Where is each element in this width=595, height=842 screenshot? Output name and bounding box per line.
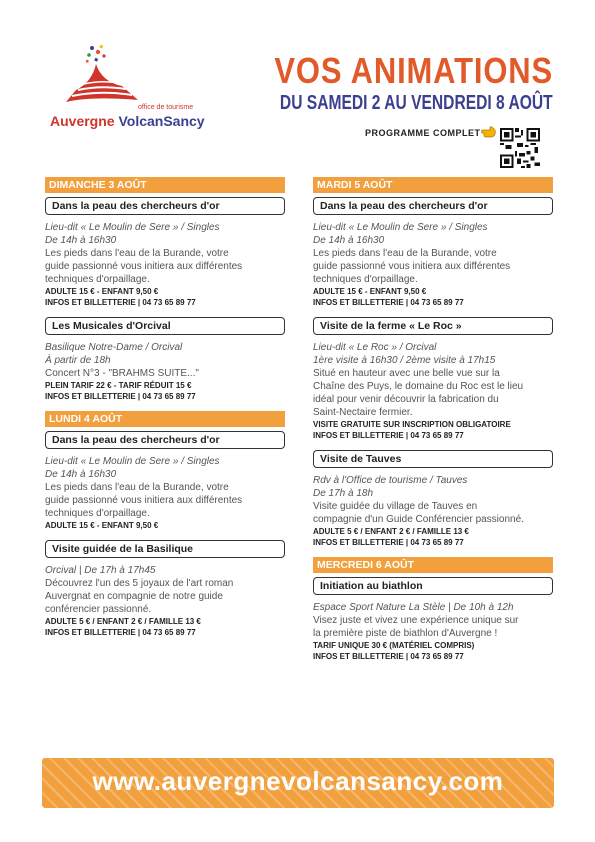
- activity-info: INFOS ET BILLETTERIE | 04 73 65 89 77: [313, 652, 464, 661]
- activity-time: À partir de 18h: [45, 355, 111, 366]
- activity: [313, 577, 553, 662]
- activity-location: Lieu-dit « Le Moulin de Sere » / Singles: [45, 456, 220, 467]
- activity-price: VISITE GRATUITE SUR INSCRIPTION OBLIGATOIRE: [313, 420, 511, 429]
- activity-time: De 17h à 18h: [313, 488, 374, 499]
- footer-banner: [42, 758, 554, 808]
- day-header: LUNDI 4 AOÛT: [45, 411, 285, 427]
- activity-price: ADULTE 15 € - ENFANT 9,50 €: [45, 287, 159, 296]
- activity-description: Découvrez l'un des 5 joyaux de l'art roman: [45, 578, 234, 589]
- activity-description: guide passionné vous initiera aux différentes: [45, 261, 243, 272]
- activity-description: Saint-Nectaire fermier.: [313, 407, 413, 418]
- brand-name: [50, 113, 205, 129]
- brand-logo: [50, 42, 220, 134]
- activity-price: ADULTE 5 € / ENFANT 2 € / FAMILLE 13 €: [313, 527, 469, 536]
- activity-title: Dans la peau des chercheurs d'or: [45, 431, 285, 449]
- activity-time: De 14h à 16h30: [45, 469, 117, 480]
- activity-description: Visite guidée du village de Tauves en: [313, 501, 478, 512]
- activity: [45, 431, 285, 531]
- page-title: VOS ANIMATIONS: [274, 50, 553, 91]
- brand-name-part2: VolcanSancy: [118, 113, 205, 129]
- activity-title: Les Musicales d'Orcival: [45, 317, 285, 335]
- activity-description: Visez juste et vivez une expérience unique sur: [313, 615, 519, 626]
- activity-info: INFOS ET BILLETTERIE | 04 73 65 89 77: [313, 538, 464, 547]
- activity-price: PLEIN TARIF 22 € - TARIF RÉDUIT 15 €: [45, 381, 192, 390]
- activity: [313, 317, 553, 441]
- activity-title: Initiation au biathlon: [313, 577, 553, 595]
- left-column: [45, 177, 285, 647]
- activity-description: guide passionné vous initiera aux différentes: [45, 495, 243, 506]
- activity-price: ADULTE 15 € - ENFANT 9,50 €: [313, 287, 427, 296]
- day-section: [313, 177, 553, 548]
- activity-description: Les pieds dans l'eau de la Burande, votre: [45, 482, 229, 493]
- activity-location: Orcival | De 17h à 17h45: [45, 565, 156, 576]
- activity-description: guide passionné vous initiera aux différentes: [313, 261, 511, 272]
- activity-title: Visite de la ferme « Le Roc »: [313, 317, 553, 335]
- office-label: office de tourisme: [138, 104, 194, 111]
- day-section: [313, 557, 553, 662]
- activity-description: techniques d'orpaillage.: [45, 274, 150, 285]
- activity-price: TARIF UNIQUE 30 € (MATÉRIEL COMPRIS): [313, 641, 475, 650]
- activity-description: Situé en hauteur avec une belle vue sur la: [313, 368, 500, 379]
- activity-location: Rdv à l'Office de tourisme / Tauves: [313, 475, 468, 486]
- activity: [45, 317, 285, 402]
- activity-description: compagnie d'un Guide Conférencier passionné.: [313, 514, 524, 525]
- website-link[interactable]: www.auvergnevolcansancy.com: [92, 766, 504, 796]
- activity-title: Visite de Tauves: [313, 450, 553, 468]
- activity-info: INFOS ET BILLETTERIE | 04 73 65 89 77: [45, 628, 196, 637]
- activity-title: Visite guidée de la Basilique: [45, 540, 285, 558]
- activity-location: Basilique Notre-Dame / Orcival: [45, 342, 183, 353]
- activity-location: Lieu-dit « Le Moulin de Sere » / Singles: [313, 222, 488, 233]
- activity-description: Auvergnat en compagnie de notre guide: [45, 591, 223, 602]
- activity-location: Lieu-dit « Le Moulin de Sere » / Singles: [45, 222, 220, 233]
- activity-location: Lieu-dit « Le Roc » / Orcival: [313, 342, 437, 353]
- activity-time: De 14h à 16h30: [45, 235, 117, 246]
- day-header: MARDI 5 AOÛT: [313, 177, 553, 193]
- activity-description: conférencier passionné.: [45, 604, 152, 615]
- activity-info: INFOS ET BILLETTERIE | 04 73 65 89 77: [313, 431, 464, 440]
- volcano-logo-icon: [62, 42, 142, 107]
- activity-description: Les pieds dans l'eau de la Burande, votre: [45, 248, 229, 259]
- page-subtitle: DU SAMEDI 2 AU VENDREDI 8 AOÛT: [280, 92, 553, 114]
- activity: [45, 197, 285, 308]
- day-header: DIMANCHE 3 AOÛT: [45, 177, 285, 193]
- pointing-hand-icon: [481, 124, 497, 138]
- brand-name-part1: Auvergne: [50, 113, 119, 129]
- activity-description: Chaîne des Puys, le domaine du Roc est le lieu: [313, 381, 524, 392]
- activity-description: idéal pour venir découvrir la fabrication du: [313, 394, 499, 405]
- activity-description: techniques d'orpaillage.: [45, 508, 150, 519]
- activity-title: Dans la peau des chercheurs d'or: [45, 197, 285, 215]
- day-section: [45, 177, 285, 402]
- activity-time: De 14h à 16h30: [313, 235, 385, 246]
- activity: [313, 197, 553, 308]
- programme-label: PROGRAMME COMPLET: [365, 128, 481, 138]
- activity-description: Les pieds dans l'eau de la Burande, votre: [313, 248, 497, 259]
- activity-price: ADULTE 15 € - ENFANT 9,50 €: [45, 521, 159, 530]
- activity: [313, 450, 553, 548]
- qr-code-icon[interactable]: [500, 128, 540, 168]
- right-column: [313, 177, 553, 671]
- activity: [45, 540, 285, 638]
- day-section: [45, 411, 285, 638]
- activity-location: Espace Sport Nature La Stèle | De 10h à 12h: [313, 602, 514, 613]
- day-header: MERCREDI 6 AOÛT: [313, 557, 553, 573]
- activity-description: Concert N°3 - "BRAHMS SUITE...": [45, 368, 199, 379]
- activity-description: techniques d'orpaillage.: [313, 274, 418, 285]
- activity-title: Dans la peau des chercheurs d'or: [313, 197, 553, 215]
- activity-info: INFOS ET BILLETTERIE | 04 73 65 89 77: [45, 298, 196, 307]
- activity-info: INFOS ET BILLETTERIE | 04 73 65 89 77: [313, 298, 464, 307]
- activity-info: INFOS ET BILLETTERIE | 04 73 65 89 77: [45, 392, 196, 401]
- activity-price: ADULTE 5 € / ENFANT 2 € / FAMILLE 13 €: [45, 617, 201, 626]
- activity-description: la première piste de biathlon d'Auvergne !: [313, 628, 498, 639]
- activity-time: 1ère visite à 16h30 / 2ème visite à 17h15: [313, 355, 496, 366]
